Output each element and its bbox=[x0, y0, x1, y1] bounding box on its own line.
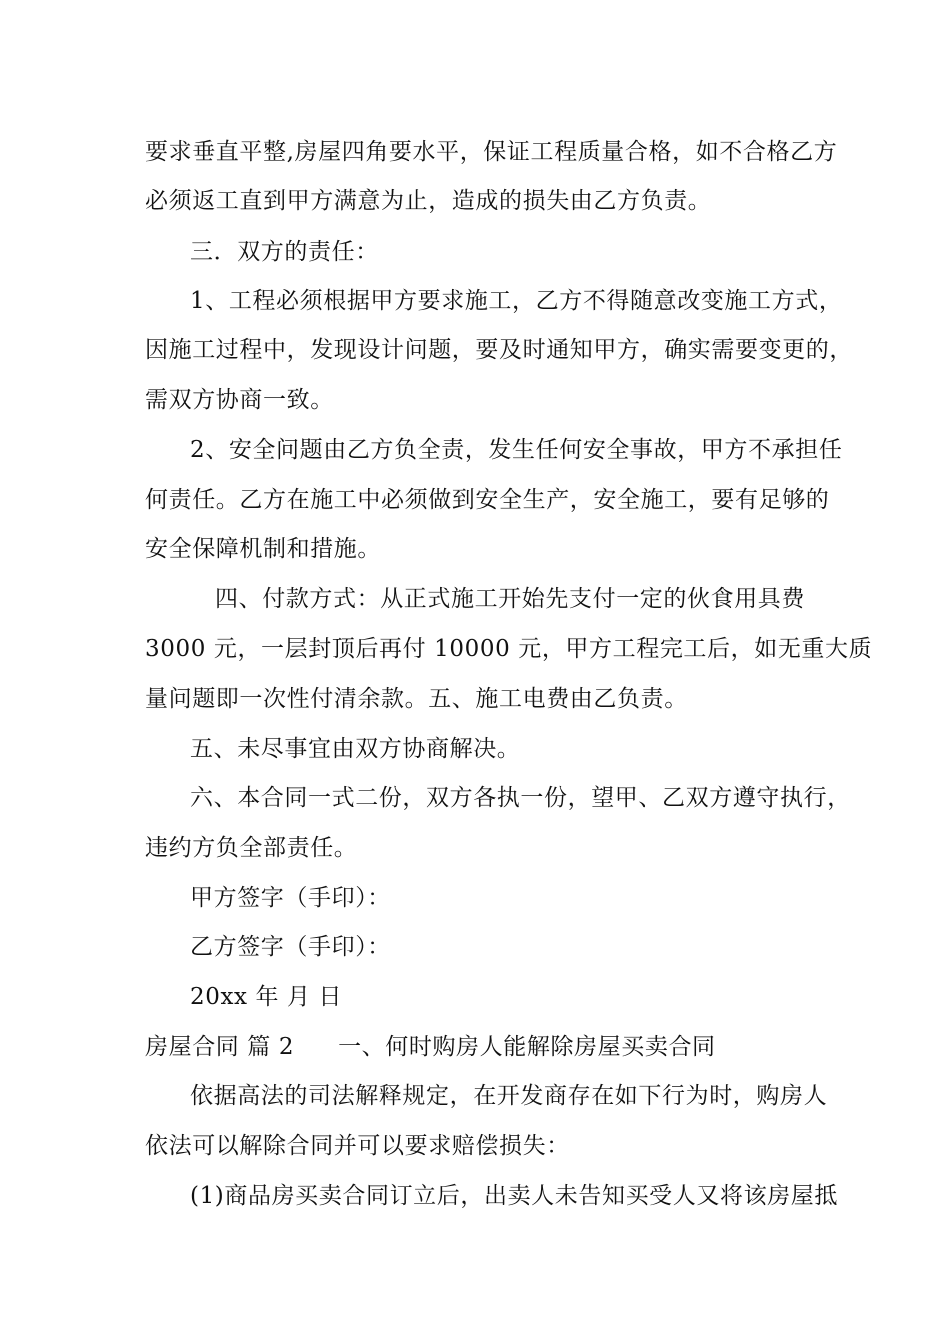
date-line: 20xx 年 月 日 bbox=[190, 984, 343, 1010]
paragraph-line: 2、安全问题由乙方负全责，发生任何安全事故，甲方不承担任 bbox=[190, 437, 843, 463]
paragraph-line: 因施工过程中，发现设计问题，要及时通知甲方，确实需要变更的， bbox=[145, 337, 853, 363]
paragraph-line: 必须返工直到甲方满意为止，造成的损失由乙方负责。 bbox=[145, 188, 712, 214]
signature-line-party-b: 乙方签字（手印）： bbox=[190, 934, 391, 960]
section-subtitle: 一、何时购房人能解除房屋买卖合同 bbox=[338, 1034, 716, 1060]
section-heading-row bbox=[145, 1032, 716, 1062]
signature-line-party-a: 甲方签字（手印）： bbox=[190, 885, 391, 911]
paragraph-line: 五、未尽事宜由双方协商解决。 bbox=[190, 736, 521, 762]
paragraph-line: 3000 元，一层封顶后再付 10000 元，甲方工程完工后，如无重大质 bbox=[145, 636, 873, 662]
paragraph-line: 1、工程必须根据甲方要求施工，乙方不得随意改变施工方式， bbox=[190, 288, 843, 314]
paragraph-line: 依法可以解除合同并可以要求赔偿损失： bbox=[145, 1133, 570, 1159]
paragraph-line: 量问题即一次性付清余款。五、施工电费由乙负责。 bbox=[145, 686, 688, 712]
paragraph-line: 依据高法的司法解释规定，在开发商存在如下行为时，购房人 bbox=[190, 1083, 828, 1109]
paragraph-line: 六、本合同一式二份，双方各执一份，望甲、乙双方遵守执行， bbox=[190, 785, 851, 811]
paragraph-line: 需双方协商一致。 bbox=[145, 387, 334, 413]
paragraph-line: 安全保障机制和措施。 bbox=[145, 536, 381, 562]
paragraph-line: (1)商品房买卖合同订立后，出卖人未告知买受人又将该房屋抵 bbox=[190, 1183, 838, 1209]
section-title: 房屋合同 篇 2 bbox=[145, 1034, 295, 1060]
paragraph-line: 何责任。乙方在施工中必须做到安全生产，安全施工，要有足够的 bbox=[145, 487, 830, 513]
paragraph-line: 要求垂直平整,房屋四角要水平，保证工程质量合格，如不合格乙方 bbox=[145, 139, 838, 165]
paragraph-line: 违约方负全部责任。 bbox=[145, 835, 358, 861]
section-heading: 三．双方的责任： bbox=[190, 239, 379, 265]
paragraph-line: 四、付款方式：从正式施工开始先支付一定的伙食用具费 bbox=[215, 586, 805, 612]
